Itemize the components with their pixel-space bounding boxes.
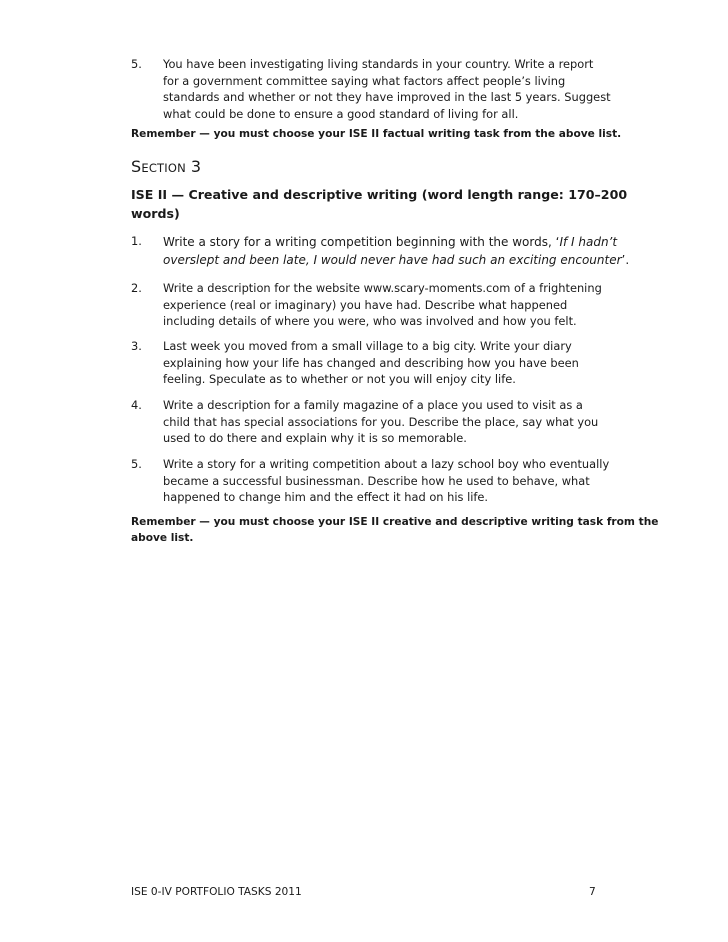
task-text — [163, 233, 630, 269]
task-line: explaining how your life has changed and describing how you have been — [163, 355, 579, 370]
task-line: used to do there and explain why it is so memorable. — [163, 431, 467, 445]
task-line: Write a story for a writing competition beginning with the words, ‘If I hadn’t — [163, 235, 618, 249]
task-line: Write a description for the website www.scary-moments.com of a frightening — [163, 281, 602, 295]
task-line: You have been investigating living standards in your country. Write a report — [163, 57, 594, 71]
task-number: 2. — [131, 281, 142, 295]
task-text — [163, 456, 610, 506]
task-line: Write a story for a writing competition about a lazy school boy who eventually — [163, 457, 610, 471]
task-text — [163, 397, 603, 447]
task-number: 3. — [131, 339, 142, 353]
task-line: what could be done to ensure a good standard of living for all. — [163, 106, 519, 121]
task-line: Last week you moved from a small village to a big city. Write your diary — [163, 339, 572, 353]
task-text — [163, 56, 611, 122]
task-line: feeling. Speculate as to whether or not you will enjoy city life. — [163, 372, 516, 386]
task-text — [163, 280, 603, 330]
task-text — [163, 338, 603, 388]
section-heading: SECTION 3 — [131, 157, 202, 176]
task-line: child that has special associations for you. Describe the place, say what you — [163, 414, 599, 429]
remember-creative-note: Remember — you must choose your ISE II creative and descriptive writing task from the above list. — [131, 516, 659, 544]
task-number: 4. — [131, 398, 142, 412]
page-number: 7 — [589, 886, 596, 898]
section-subheading: ISE II — Creative and descriptive writing (word length range: 170–200 words) — [131, 187, 628, 221]
footer-title: ISE 0-IV PORTFOLIO TASKS 2011 — [131, 886, 302, 898]
task-number: 5. — [131, 457, 142, 471]
task-line: Write a description for a family magazine of a place you used to visit as a — [163, 398, 583, 412]
task-line: overslept and been late, I would never have had such an exciting encounter’. — [163, 253, 630, 267]
task-line: experience (real or imaginary) you have had. Describe what happened — [163, 297, 568, 312]
remember-factual-note: Remember — you must choose your ISE II factual writing task from the above list. — [131, 128, 622, 140]
task-line: for a government committee saying what factors affect people’s living — [163, 73, 566, 88]
task-line: happened to change him and the effect it had on his life. — [163, 490, 489, 504]
task-line: became a successful businessman. Describe how he used to behave, what — [163, 473, 590, 488]
task-line: including details of where you were, who was involved and how you felt. — [163, 314, 577, 328]
task-line: standards and whether or not they have improved in the last 5 years. Suggest — [163, 90, 611, 104]
task-number: 1. — [131, 234, 142, 248]
task-number: 5. — [131, 57, 142, 71]
